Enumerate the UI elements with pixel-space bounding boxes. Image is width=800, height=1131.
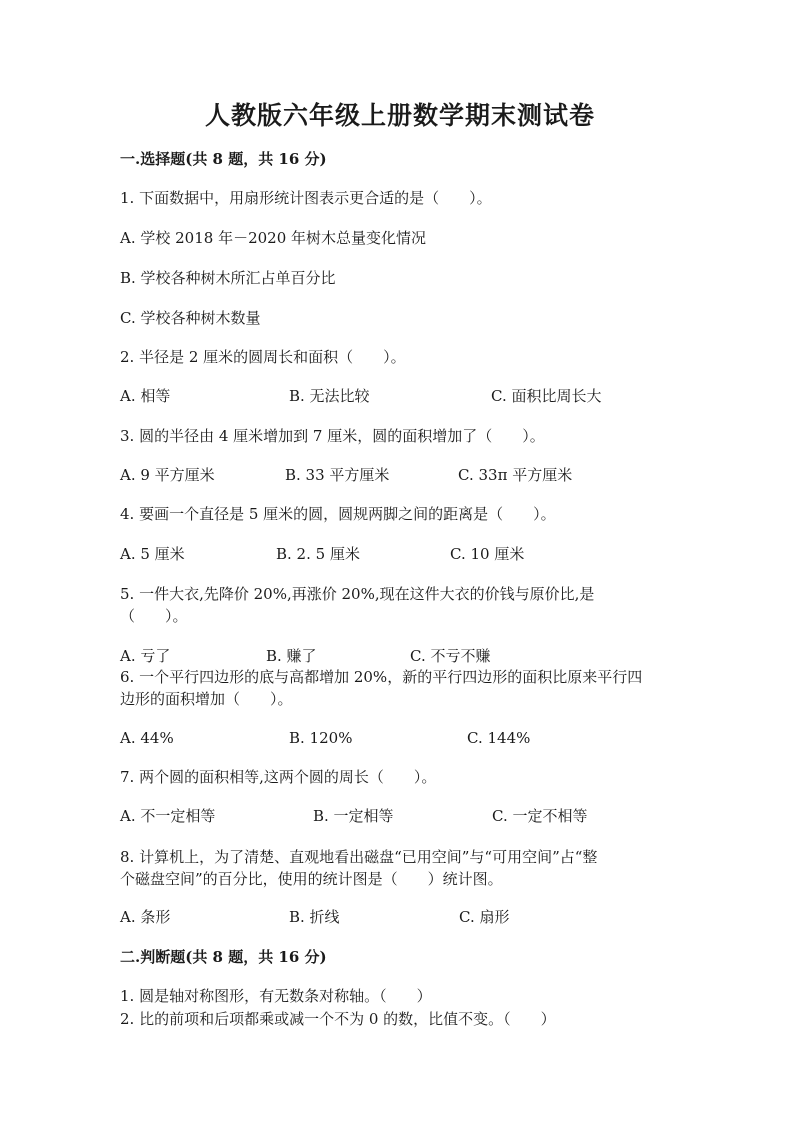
question-3-option-b: B. 33 平方厘米	[285, 466, 390, 484]
question-1-stem: 1. 下面数据中，用扇形统计图表示更合适的是（ ）。	[120, 189, 492, 207]
question-5-option-c: C. 不亏不赚	[410, 647, 491, 665]
question-8-option-a: A. 条形	[120, 908, 171, 926]
question-8-stem-line-2: 个磁盘空间”的百分比，使用的统计图是（ ）统计图。	[120, 870, 503, 888]
question-6-option-a: A. 44%	[120, 729, 174, 747]
question-7-option-b: B. 一定相等	[313, 807, 394, 825]
question-5-option-b: B. 赚了	[266, 647, 317, 665]
question-6-stem-line-2: 边形的面积增加（ ）。	[120, 690, 293, 708]
question-3-stem: 3. 圆的半径由 4 厘米增加到 7 厘米，圆的面积增加了（ ）。	[120, 427, 545, 445]
question-2-stem: 2. 半径是 2 厘米的圆周长和面积（ ）。	[120, 348, 406, 366]
question-5-option-a: A. 亏了	[120, 647, 171, 665]
question-2-option-c: C. 面积比周长大	[491, 387, 602, 405]
question-5-stem-line-2: （ ）。	[120, 607, 188, 625]
judgment-item-1: 1. 圆是轴对称图形，有无数条对称轴。（ ）	[120, 987, 432, 1005]
question-2-option-a: A. 相等	[120, 387, 171, 405]
question-1-option-b: B. 学校各种树木所汇占单百分比	[120, 269, 336, 287]
question-7-stem: 7. 两个圆的面积相等,这两个圆的周长（ ）。	[120, 768, 437, 786]
question-1-option-c: C. 学校各种树木数量	[120, 309, 261, 327]
question-3-option-c: C. 33π 平方厘米	[458, 466, 573, 484]
question-8-option-c: C. 扇形	[459, 908, 510, 926]
question-5-stem-line-1: 5. 一件大衣,先降价 20%,再涨价 20%,现在这件大衣的价钱与原价比,是	[120, 585, 595, 603]
question-1-option-a: A. 学校 2018 年－2020 年树木总量变化情况	[120, 229, 427, 247]
judgment-item-2: 2. 比的前项和后项都乘或减一个不为 0 的数，比值不变。（ ）	[120, 1010, 556, 1028]
question-4-option-b: B. 2. 5 厘米	[276, 545, 360, 563]
question-8-option-b: B. 折线	[289, 908, 340, 926]
question-7-option-c: C. 一定不相等	[492, 807, 588, 825]
question-6-option-b: B. 120%	[289, 729, 353, 747]
section-1-heading: 一.选择题(共 8 题，共 16 分)	[120, 150, 327, 168]
question-7-option-a: A. 不一定相等	[120, 807, 216, 825]
question-6-option-c: C. 144%	[467, 729, 531, 747]
question-4-stem: 4. 要画一个直径是 5 厘米的圆，圆规两脚之间的距离是（ ）。	[120, 505, 556, 523]
page-title: 人教版六年级上册数学期末测试卷	[204, 101, 595, 130]
question-3-option-a: A. 9 平方厘米	[120, 466, 215, 484]
section-2-heading: 二.判断题(共 8 题，共 16 分)	[120, 948, 327, 966]
question-4-option-a: A. 5 厘米	[120, 545, 185, 563]
question-8-stem-line-1: 8. 计算机上，为了清楚、直观地看出磁盘“已用空间”与“可用空间”占“整	[120, 848, 598, 866]
question-2-option-b: B. 无法比较	[289, 387, 370, 405]
question-4-option-c: C. 10 厘米	[450, 545, 525, 563]
question-6-stem-line-1: 6. 一个平行四边形的底与高都增加 20%，新的平行四边形的面积比原来平行四	[120, 668, 643, 686]
